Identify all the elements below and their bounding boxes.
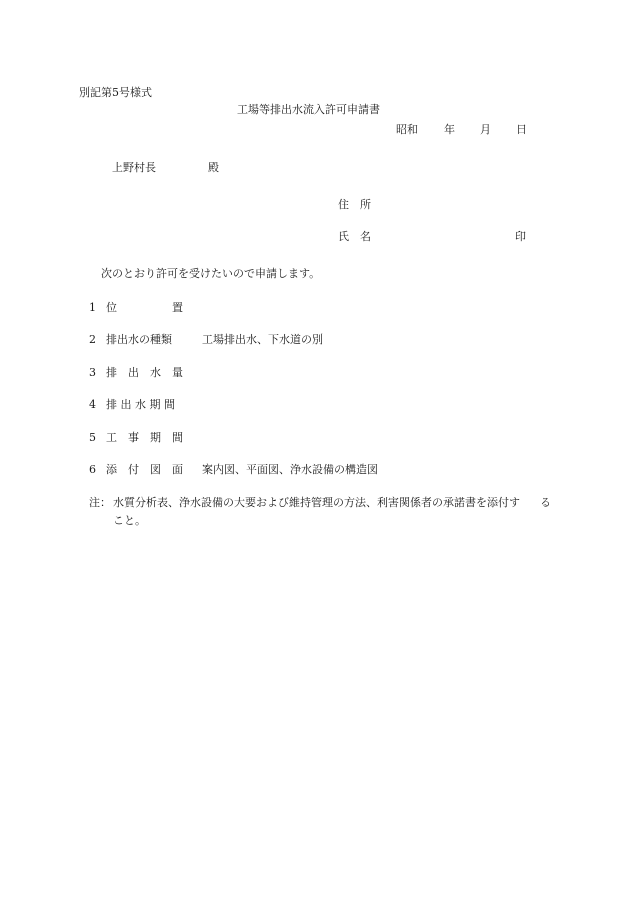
addressee-honorific: 殿 <box>208 161 219 174</box>
date-day-label: 日 <box>516 123 527 136</box>
item-label-construction-period: 工 事 期 間 <box>106 431 183 444</box>
form-number: 別記第5号様式 <box>79 86 152 99</box>
applicant-name-label: 氏 名 <box>338 230 371 243</box>
note-label: 注： <box>89 496 111 509</box>
item-value-discharge-type: 工場排出水、下水道の別 <box>202 333 323 346</box>
item-number: 5 <box>89 431 96 444</box>
note-line-1-end: る <box>540 496 551 509</box>
item-label-location: 位 置 <box>106 301 183 314</box>
intro-sentence: 次のとおり許可を受けたいので申請します。 <box>101 267 321 280</box>
item-number: 3 <box>89 366 96 379</box>
date-month-label: 月 <box>480 123 491 136</box>
seal-label: 印 <box>515 230 526 243</box>
note-line-2: こと。 <box>113 514 146 527</box>
addressee-name: 上野村長 <box>112 161 156 174</box>
date-era: 昭和 <box>396 123 418 136</box>
item-number: 4 <box>89 398 96 411</box>
item-number: 1 <box>89 301 96 314</box>
item-number: 2 <box>89 333 96 346</box>
note-line-1: 水質分析表、浄水設備の大要および維持管理の方法、利害関係者の承諾書を添付す <box>113 496 520 509</box>
item-label-attached-drawings: 添 付 図 面 <box>106 463 183 476</box>
item-label-discharge-type: 排出水の種類 <box>106 333 172 346</box>
item-value-attached-drawings: 案内図、平面図、浄水設備の構造図 <box>202 463 378 476</box>
item-label-discharge-period: 排 出 水 期 間 <box>106 398 175 411</box>
item-label-discharge-volume: 排 出 水 量 <box>106 366 183 379</box>
date-year-label: 年 <box>444 123 455 136</box>
applicant-address-label: 住 所 <box>338 198 371 211</box>
form-title: 工場等排出水流入許可申請書 <box>237 103 380 116</box>
item-number: 6 <box>89 463 96 476</box>
